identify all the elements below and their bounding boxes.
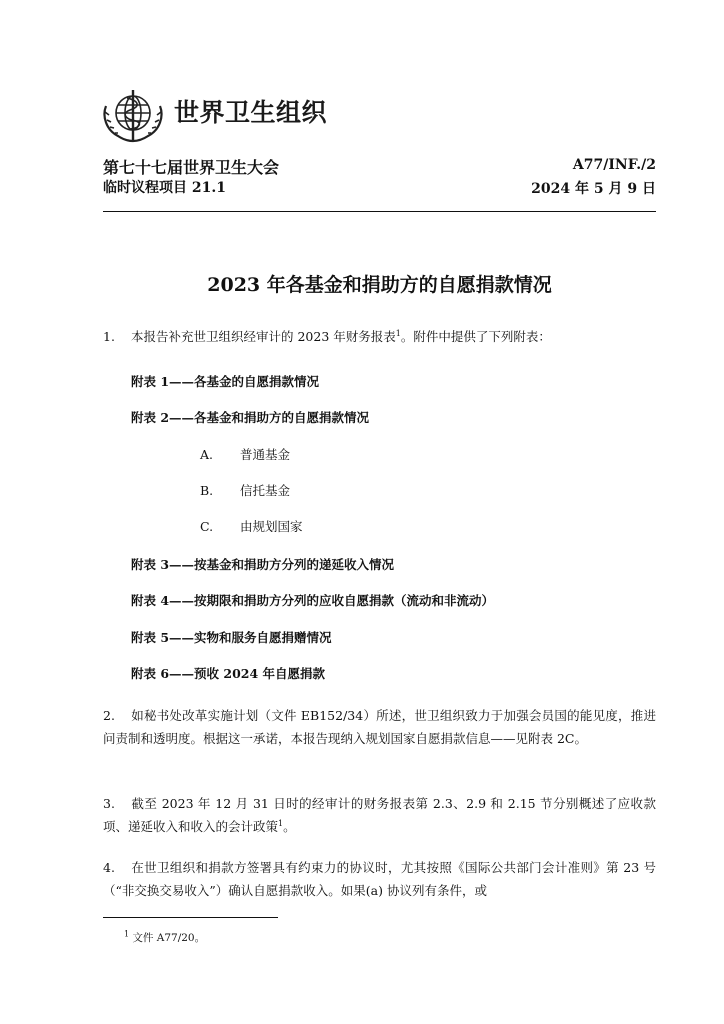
- paragraph-text: 本报告补充世卫组织经审计的 2023 年财务报表: [131, 329, 396, 344]
- footnote-divider: [103, 917, 278, 918]
- paragraph-text-end: 。: [283, 819, 296, 834]
- paragraph-number: 1.: [103, 329, 115, 344]
- sub-text: 信托基金: [240, 483, 291, 498]
- footnote-text: 文件 A77/20。: [132, 932, 206, 944]
- paragraph-number: 3.: [103, 796, 115, 811]
- annex-1: 附表 1——各基金的自愿捐款情况: [131, 374, 320, 389]
- sub-label: B.: [200, 483, 214, 498]
- who-emblem-icon: [100, 84, 166, 146]
- page-title: 2023 年各基金和捐助方的自愿捐款情况: [207, 274, 552, 296]
- paragraph-text-end: 。附件中提供了下列附表：: [400, 329, 551, 344]
- annex-3: 附表 3——按基金和捐助方分列的递延收入情况: [131, 557, 395, 572]
- annex-2: 附表 2——各基金和捐助方的自愿捐款情况: [131, 410, 370, 425]
- annex-2-sub-a: [200, 445, 290, 463]
- sub-text: 由规划国家: [240, 519, 303, 534]
- paragraph-2: [103, 704, 656, 750]
- annex-2-sub-b: [200, 481, 290, 499]
- paragraph-3: [103, 792, 656, 838]
- paragraph-text: 在世卫组织和捐款方签署具有约束力的协议时，尤其按照《国际公共部门会计准则》第 23 号（“非交换交易收入”）确认自愿捐款收入。如果(a) 协议列有条件，或: [103, 860, 656, 898]
- annex-6: 附表 6——预收 2024 年自愿捐款: [131, 666, 326, 681]
- document-date: 2024 年 5 月 9 日: [531, 181, 656, 197]
- assembly-title: 第七十七届世界卫生大会: [103, 158, 280, 177]
- agenda-item: 临时议程项目 21.1: [103, 180, 226, 196]
- sub-text: 普通基金: [240, 447, 291, 462]
- annex-2-sub-c: [200, 517, 303, 535]
- paragraph-number: 2.: [103, 708, 115, 723]
- who-logo: [100, 84, 166, 146]
- paragraph-text: 截至 2023 年 12 月 31 日时的经审计的财务报表第 2.3、2.9 和 2.15 节分别概述了应收款项、递延收入和收入的会计政策: [103, 796, 656, 834]
- footnote-number: 1: [124, 929, 130, 939]
- footnote-ref: 1: [278, 818, 284, 828]
- header-divider: [103, 211, 656, 212]
- paragraph-1: [103, 325, 656, 348]
- org-name: 世界卫生组织: [174, 98, 328, 127]
- annex-5: 附表 5——实物和服务自愿捐赠情况: [131, 630, 332, 645]
- paragraph-4: [103, 856, 656, 902]
- paragraph-number: 4.: [103, 860, 115, 875]
- document-code: A77/INF./2: [572, 157, 656, 173]
- footnote: [124, 930, 205, 945]
- sub-label: C.: [200, 519, 214, 534]
- paragraph-text: 如秘书处改革实施计划（文件 EB152/34）所述，世卫组织致力于加强会员国的能见度，推进问责制和透明度。根据这一承诺，本报告现纳入规划国家自愿捐款信息——见附表 2C。: [103, 708, 656, 746]
- footnote-ref: 1: [395, 328, 401, 338]
- sub-label: A.: [200, 447, 214, 462]
- annex-4: 附表 4——按期限和捐助方分列的应收自愿捐款（流动和非流动）: [131, 593, 495, 608]
